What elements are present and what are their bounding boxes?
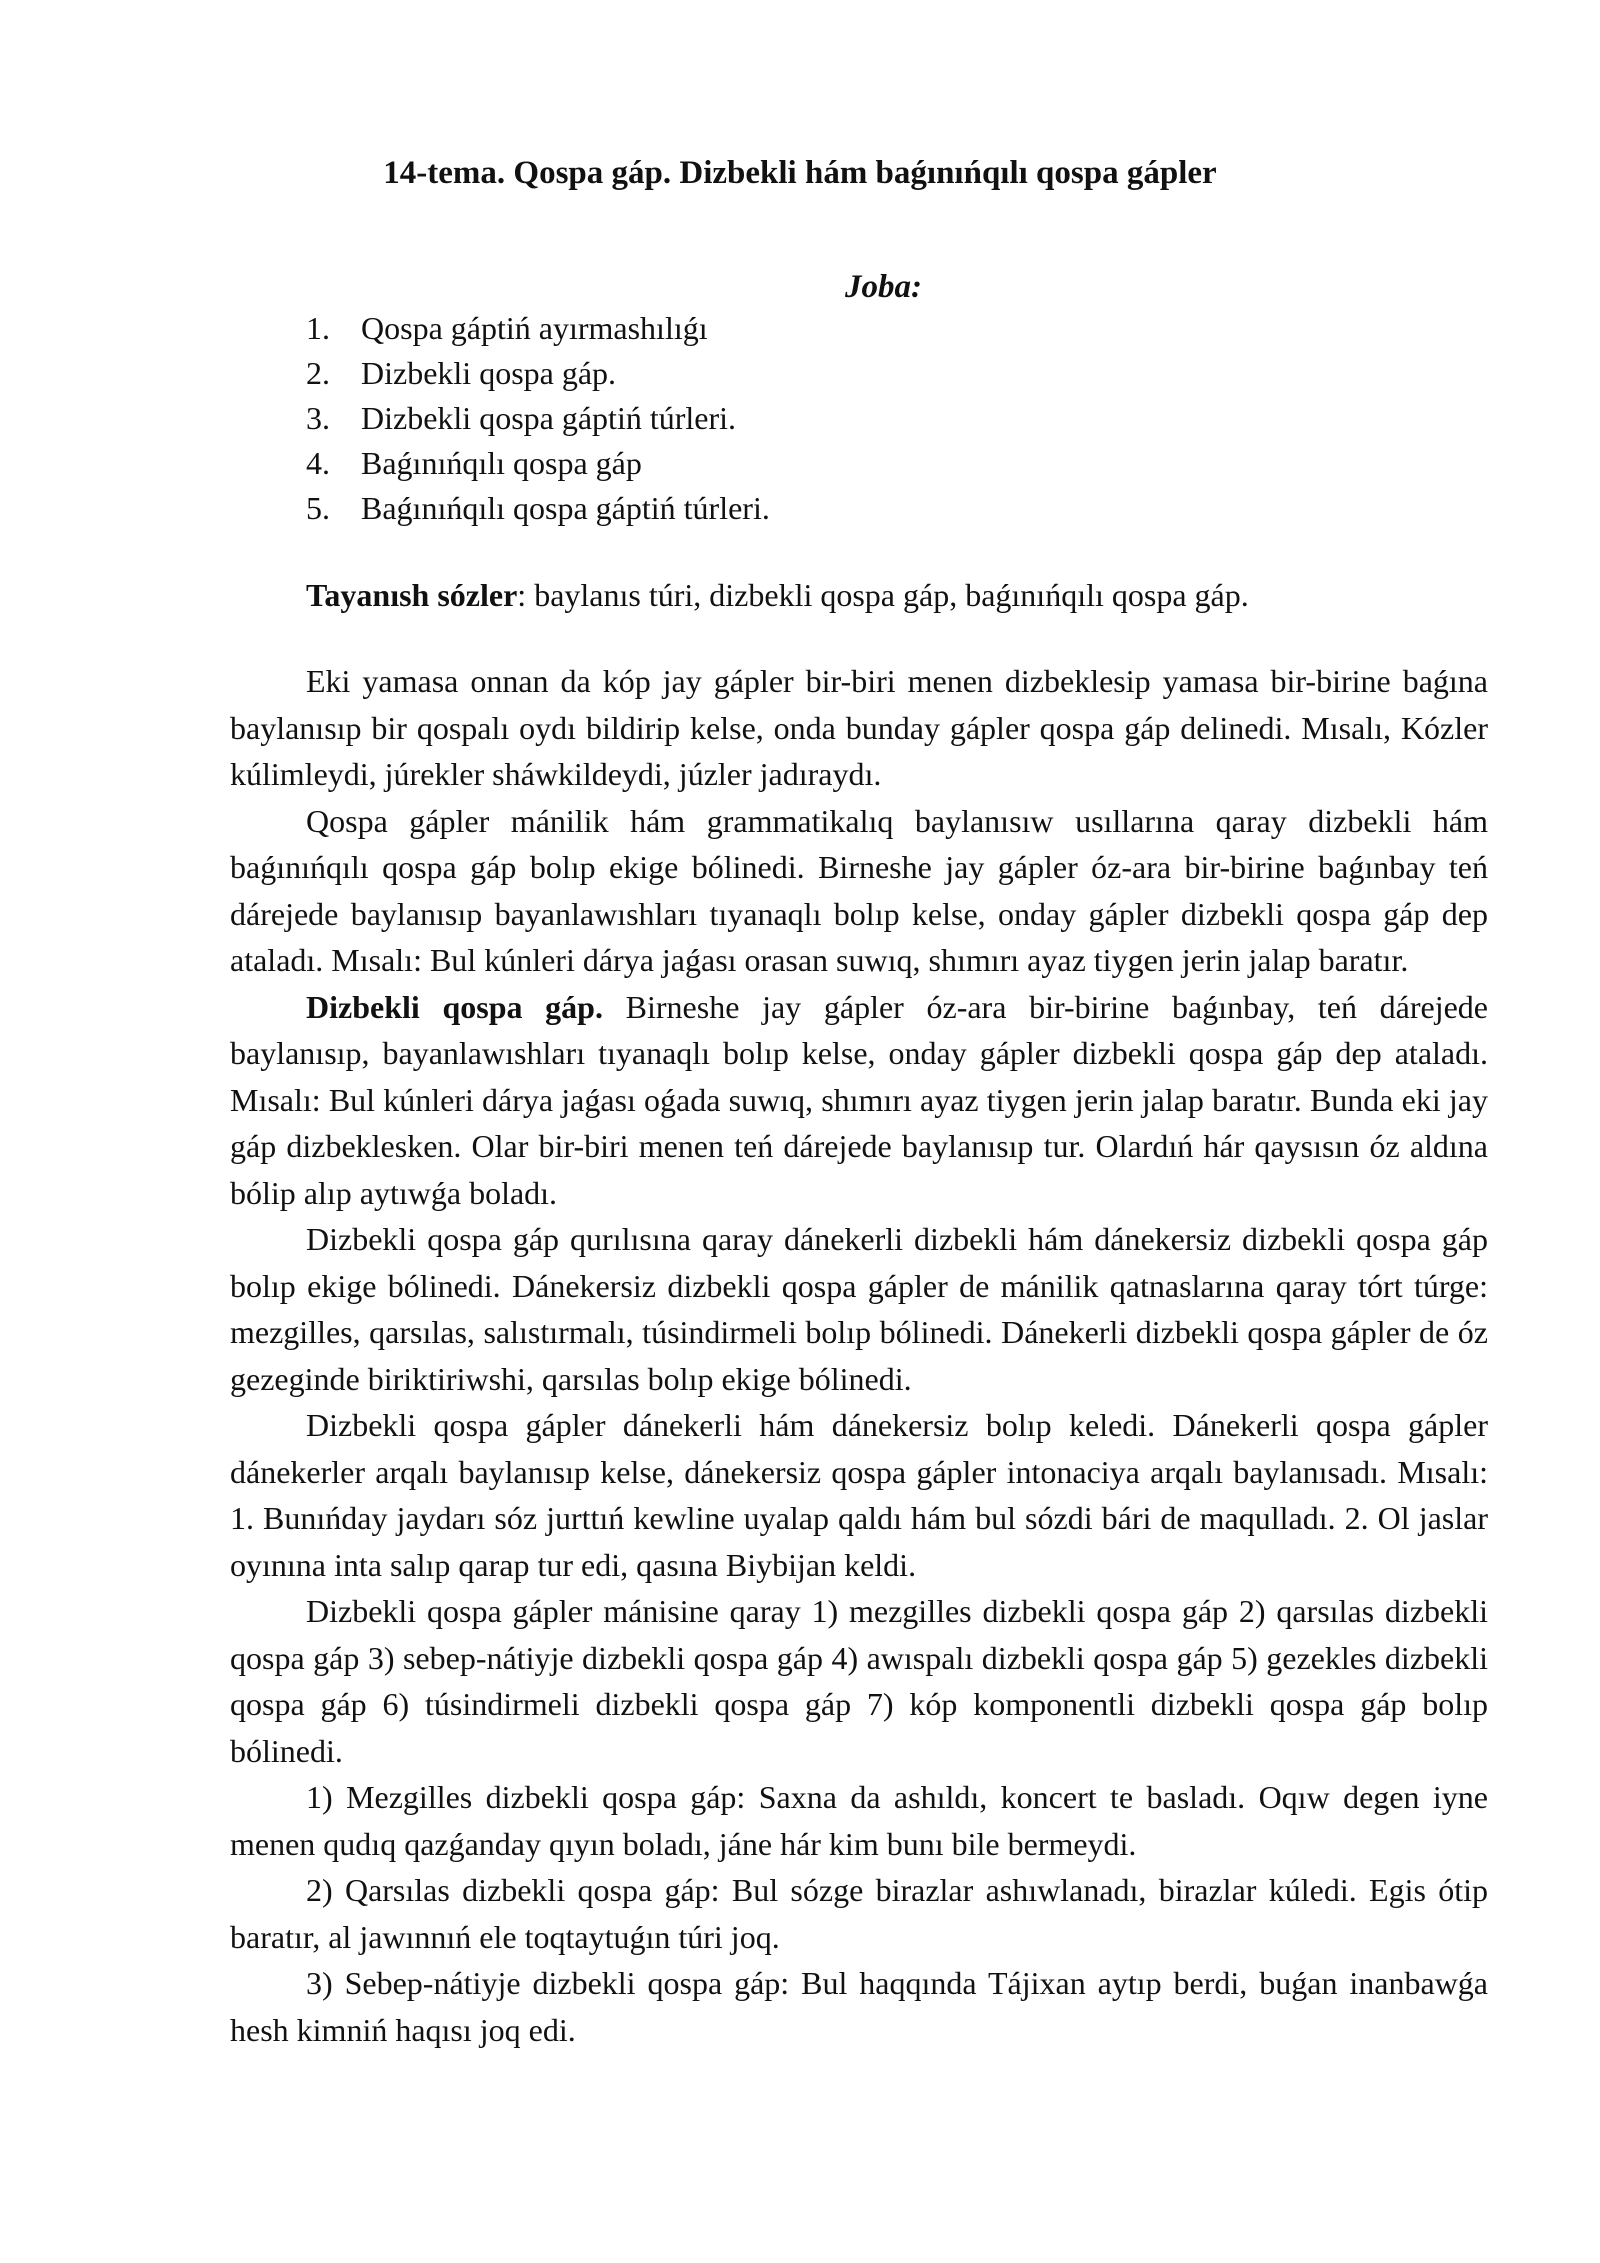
- paragraph-text: 3) Sebep-nátiyje dizbekli qospa gáp: Bul haqqında Tájixan aytıp berdi, buǵan inanbawǵa hesh kimniń haqısı joq edi.: [230, 1965, 1488, 2048]
- body-paragraph: [230, 1867, 1488, 1960]
- body-paragraph: [230, 1588, 1488, 1774]
- keywords-label: Tayanısh sózler: [306, 577, 518, 613]
- plan-item-number: 4.: [306, 445, 330, 481]
- plan-item-text: Baǵınıńqılı qospa gáp: [361, 445, 642, 481]
- body-paragraph: [230, 1774, 1488, 1867]
- plan-item-text: Baǵınıńqılı qospa gáptiń túrleri.: [361, 490, 770, 526]
- plan-item-number: 2.: [306, 355, 330, 391]
- plan-item-number: 1.: [306, 310, 330, 346]
- plan-item: [306, 306, 770, 351]
- plan-item: [306, 486, 770, 531]
- paragraph-text: Dizbekli qospa gápler mánisine qaray 1) mezgilles dizbekli qospa gáp 2) qarsılas dizbekli qospa gáp 3) sebep-nátiyje dizbekli qospa gáp 4) awıspalı dizbekli qospa gáp 5) gezekles dizbekli qospa gáp 6) túsindirmeli dizbekli qospa gáp 7) kóp komponentli dizbekli qospa gáp bolıp bólinedi.: [230, 1593, 1488, 1769]
- plan-label: Joba:: [845, 269, 922, 305]
- paragraph-text: Eki yamasa onnan da kóp jay gápler bir-biri menen dizbeklesip yamasa bir-birine baǵına baylanısıp bir qospalı oydı bildirip kelse, onda bunday gápler qospa gáp delinedi. Mısalı, Kózler kúlimleydi, júrekler sháwkildeydi, júzler jadıraydı.: [230, 663, 1488, 792]
- plan-item-number: 5.: [306, 490, 330, 526]
- body-paragraph: [230, 1960, 1488, 2053]
- paragraph-text: Dizbekli qospa gápler dánekerli hám dánekersiz bolıp keledi. Dánekerli qospa gápler dánekerler arqalı baylanısıp kelse, dánekersiz qospa gápler intonaciya arqalı baylanısadı. Mısalı: 1. Bunıńday jaydarı sóz jurttıń kewline uyalap qaldı hám bul sózdi bári de maqulladı. 2. Ol jaslar oyınına inta salıp qarap tur edi, qasına Biybijan keldi.: [230, 1407, 1488, 1583]
- body-paragraph: [230, 984, 1488, 1217]
- keywords-text: : baylanıs túri, dizbekli qospa gáp, baǵınıńqılı qospa gáp.: [517, 577, 1249, 613]
- plan-item-number: 3.: [306, 400, 330, 436]
- paragraph-text: 1) Mezgilles dizbekli qospa gáp: Saxna da ashıldı, koncert te basladı. Oqıw degen iyne menen qudıq qazǵanday qıyın boladı, jáne hár kim bunı bile bermeydi.: [230, 1779, 1488, 1862]
- plan-item: [306, 396, 770, 441]
- paragraph-lead: Dizbekli qospa gáp.: [306, 988, 603, 1025]
- document-body: [230, 658, 1488, 2053]
- plan-item: [306, 441, 770, 486]
- paragraph-text: 2) Qarsılas dizbekli qospa gáp: Bul sózge birazlar ashıwlanadı, birazlar kúledi. Egis ótip baratır, al jawınnıń ele toqtaytuǵın túri joq.: [230, 1872, 1488, 1955]
- body-paragraph: [230, 798, 1488, 984]
- body-paragraph: [230, 1216, 1488, 1402]
- plan-item-text: Dizbekli qospa gáp.: [361, 355, 617, 391]
- document-title: 14-tema. Qospa gáp. Dizbekli hám baǵınıńqılı qospa gápler: [383, 155, 1217, 191]
- plan-item: [306, 351, 770, 396]
- plan-item-text: Dizbekli qospa gáptiń túrleri.: [361, 400, 737, 436]
- paragraph-text: Qospa gápler mánilik hám grammatikalıq baylanısıw usıllarına qaray dizbekli hám baǵınıńqılı qospa gáp bolıp ekige bólinedi. Birneshe jay gápler óz-ara bir-birine baǵınbay teń dárejede baylanısıp bayanlawıshları tıyanaqlı bolıp kelse, onday gápler dizbekli qospa gáp dep ataladı. Mısalı: Bul kúnleri dárya jaǵası orasan suwıq, shımırı ayaz tiygen jerin jalap baratır.: [230, 802, 1488, 978]
- keywords-line: [306, 572, 1249, 619]
- body-paragraph: [230, 658, 1488, 798]
- body-paragraph: [230, 1402, 1488, 1588]
- plan-list: [306, 306, 770, 531]
- plan-item-text: Qospa gáptiń ayırmashılıǵı: [361, 310, 708, 346]
- paragraph-text: Birneshe jay gápler óz-ara bir-birine baǵınbay, teń dárejede baylanısıp, bayanlawıshları tıyanaqlı bolıp kelse, onday gápler dizbekli qospa gáp dep ataladı. Mısalı: Bul kúnleri dárya jaǵası oǵada suwıq, shımırı ayaz tiygen jerin jalap baratır. Bunda eki jay gáp dizbeklesken. Olar bir-biri menen teń dárejede baylanısıp tur. Olardıń hár qaysısın óz aldına bólip alıp aytıwǵa boladı.: [230, 988, 1489, 1211]
- paragraph-text: Dizbekli qospa gáp qurılısına qaray dánekerli dizbekli hám dánekersiz dizbekli qospa gáp bolıp ekige bólinedi. Dánekersiz dizbekli qospa gápler de mánilik qatnaslarına qaray tórt túrge: mezgilles, qarsılas, salıstırmalı, túsindirmeli bolıp bólinedi. Dánekerli dizbekli qospa gápler de óz gezeginde biriktiriwshi, qarsılas bolıp ekige bólinedi.: [230, 1221, 1488, 1397]
